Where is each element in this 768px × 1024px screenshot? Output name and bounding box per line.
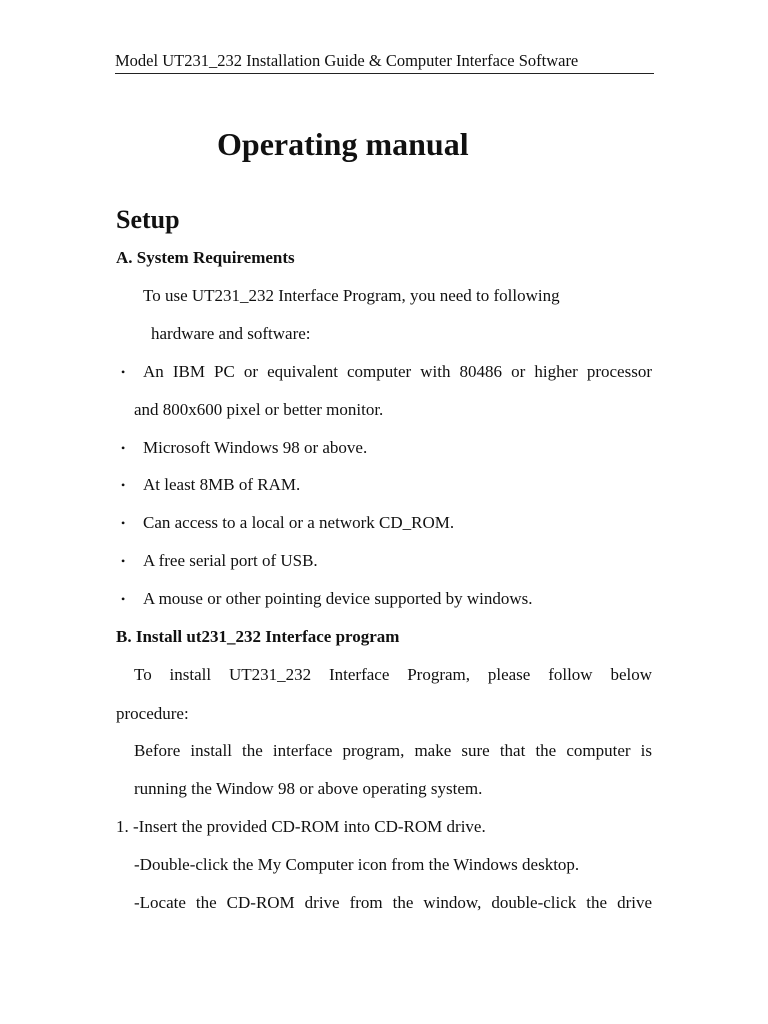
bullet-icon: •: [121, 554, 126, 568]
requirements-intro-line-1: To use UT231_232 Interface Program, you need to following: [143, 286, 560, 305]
list-item-text: A mouse or other pointing device supported by windows.: [143, 589, 533, 608]
install-paragraph-line-2: procedure:: [116, 704, 189, 723]
list-item-text: A free serial port of USB.: [143, 551, 318, 570]
bullet-icon: •: [121, 441, 126, 455]
step-1-substep-2: -Double-click the My Computer icon from the Windows desktop.: [134, 855, 580, 874]
page-title: Operating manual: [217, 126, 469, 162]
bullet-icon: •: [121, 365, 126, 379]
step-1-substep-3: -Locate the CD-ROM drive from the window, double-click the drive: [134, 893, 652, 912]
install-paragraph-line-1: To install UT231_232 Interface Program, please follow below: [134, 665, 652, 684]
bullet-icon: •: [121, 592, 126, 606]
list-item-text: Can access to a local or a network CD_ROM.: [143, 513, 455, 532]
bullet-icon: •: [121, 516, 126, 530]
prerequisite-line-1: Before install the interface program, make sure that the computer is: [134, 741, 652, 760]
bullet-icon: •: [121, 478, 126, 492]
step-1: 1. -Insert the provided CD-ROM into CD-ROM drive.: [116, 817, 486, 836]
list-item-text-justified: An IBM PC or equivalent computer with 80486 or higher processor: [143, 362, 652, 381]
requirements-intro-line-2: hardware and software:: [151, 324, 311, 343]
subsection-heading-install: B. Install ut231_232 Interface program: [116, 627, 400, 646]
list-item-text: Microsoft Windows 98 or above.: [143, 438, 368, 457]
subsection-heading-system-requirements: A. System Requirements: [116, 248, 295, 267]
list-item-text: [143, 361, 652, 383]
list-item-text: At least 8MB of RAM.: [143, 475, 301, 494]
list-item-continuation: and 800x600 pixel or better monitor.: [134, 400, 384, 419]
list-item: [116, 361, 652, 383]
section-heading-setup: Setup: [116, 205, 180, 234]
prerequisite-line-2: running the Window 98 or above operating system.: [134, 779, 483, 798]
running-header: Model UT231_232 Installation Guide & Computer Interface Software: [115, 51, 654, 74]
